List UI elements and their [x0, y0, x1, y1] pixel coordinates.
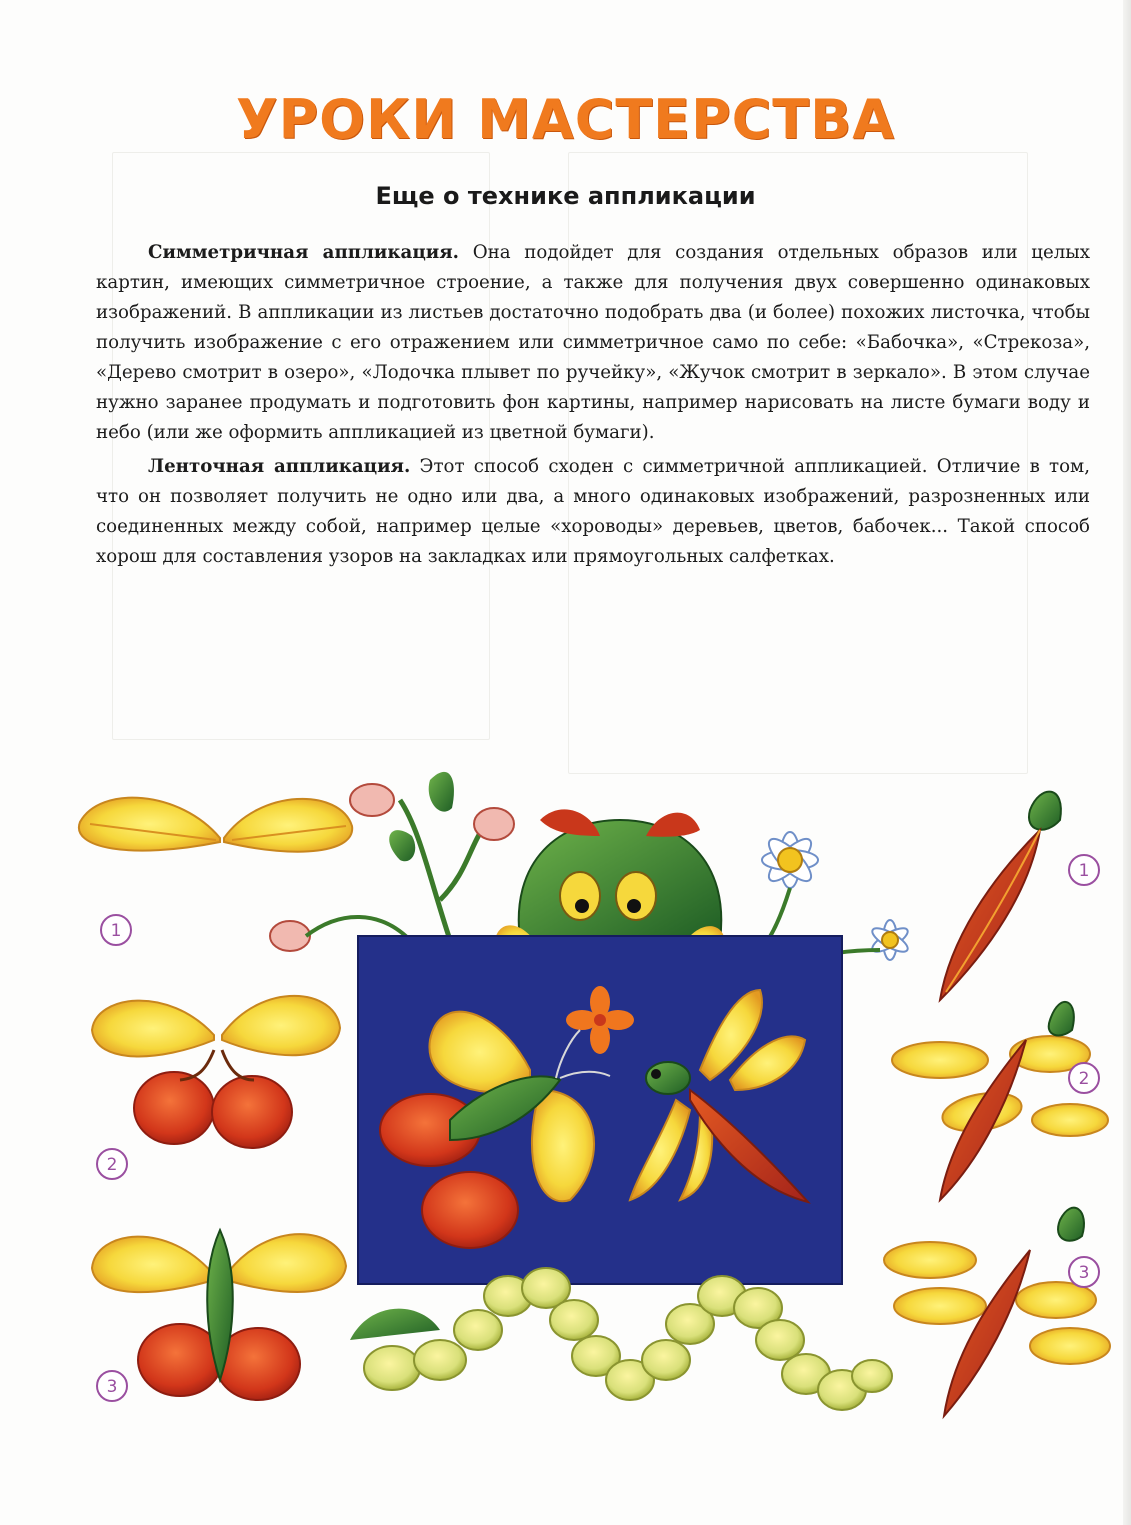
left-example-1	[79, 798, 352, 852]
paragraph-lead: Ленточная аппликация.	[148, 456, 411, 477]
paragraph-symmetric	[96, 238, 1090, 448]
marker-label: 2	[1078, 1069, 1090, 1089]
marker-label: 2	[106, 1155, 118, 1175]
left-marker-2	[97, 1149, 127, 1179]
page-edge-shadow	[1123, 0, 1131, 1525]
bead-snake	[350, 1268, 892, 1410]
marker-label: 1	[110, 921, 122, 941]
paragraph-text: Этот способ сходен с симметричной аппликацией. Отличие в том, что он позволяет получить не одно или два, а много одинаковых изображений, разрозненных или соединенных между собой, например целые «хороводы» деревьев, цветов, бабочек... Такой способ хорош для составления узоров на закладках или прямоугольных салфетках.	[96, 456, 1090, 567]
page-title: УРОКИ МАСТЕРСТВА	[235, 88, 896, 151]
paragraph-lead: Симметричная аппликация.	[148, 242, 460, 263]
left-marker-3	[97, 1371, 127, 1401]
marker-label: 1	[1078, 861, 1090, 881]
paragraph-ribbon	[96, 452, 1090, 572]
right-marker-3	[1069, 1257, 1099, 1287]
paragraph-text: Она подойдет для создания отдельных образов или целых картин, имеющих симметричное строение, а также для получения двух совершенно одинаковых изображений. В аппликации из листьев достаточно подобрать два (и более) похожих листочка, чтобы получить изображение с его отражением или симметричное само по себе: «Бабочка», «Стрекоза», «Дерево смотрит в озеро», «Лодочка плывет по ручейку», «Жучок смотрит в зеркало». В этом случае нужно заранее продумать и подготовить фон картины, например нарисовать на листе бумаги воду и небо (или же оформить аппликацией из цветной бумаги).	[96, 242, 1090, 443]
section-subtitle: Еще о технике аппликации	[375, 182, 756, 210]
right-example-2	[892, 1002, 1108, 1200]
left-marker-1	[101, 915, 131, 945]
article-body	[96, 238, 1090, 576]
left-example-3	[92, 1230, 346, 1400]
right-example-3	[884, 1208, 1110, 1416]
right-marker-2	[1069, 1063, 1099, 1093]
left-example-2	[92, 996, 340, 1148]
marker-label: 3	[106, 1377, 118, 1397]
right-example-1	[940, 792, 1061, 1000]
marker-label: 3	[1078, 1263, 1090, 1283]
right-marker-1	[1069, 855, 1099, 885]
blue-panel	[358, 936, 842, 1284]
leaf-applique-illustration	[0, 740, 1131, 1460]
